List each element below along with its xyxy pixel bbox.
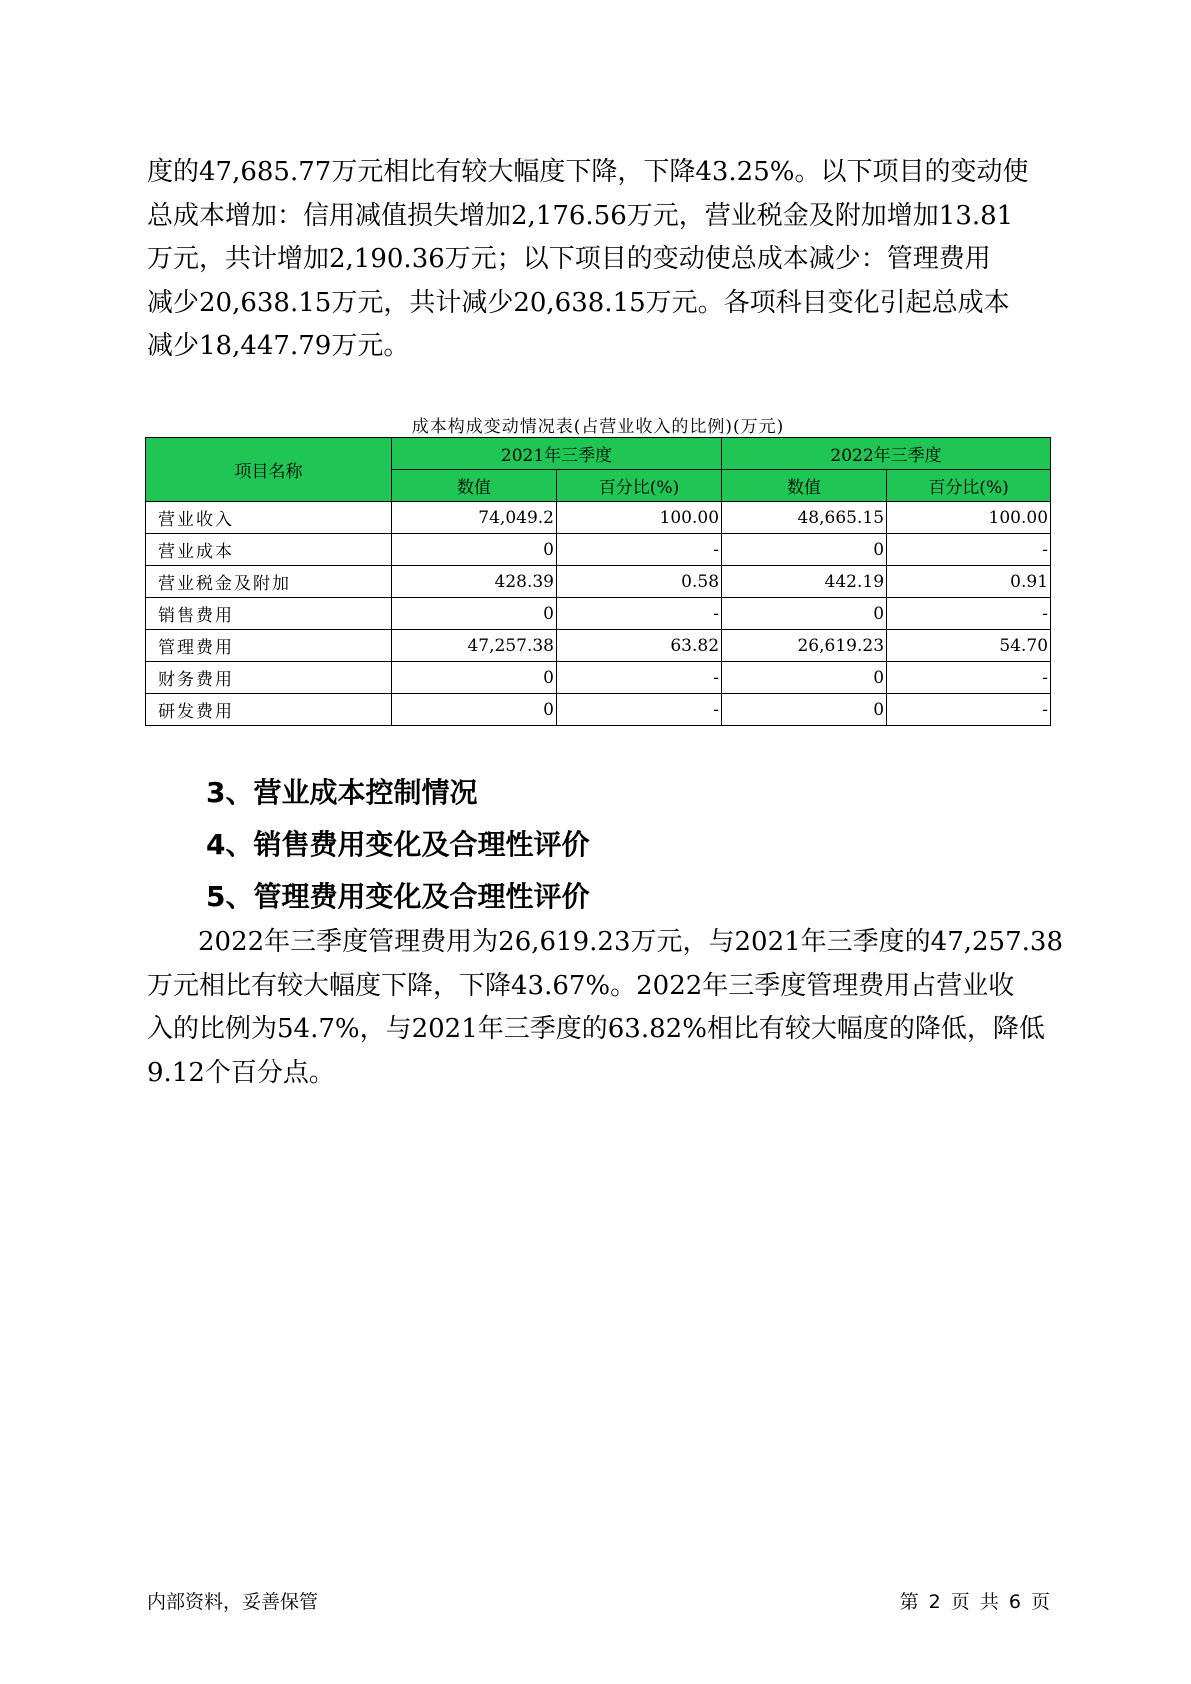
row-name: 销售费用 [146, 598, 392, 630]
table-row [146, 598, 1051, 630]
cell-value-2022: 442.19 [722, 566, 887, 598]
cell-percent-2022: 54.70 [887, 630, 1051, 662]
header-item-name: 项目名称 [146, 438, 392, 502]
header-period-2021: 2021年三季度 [392, 438, 722, 470]
paragraph-line: 度的47,685.77万元相比有较大幅度下降，下降43.25%。以下项目的变动使 [147, 157, 1029, 187]
paragraph-line: 9.12个百分点。 [147, 1057, 335, 1088]
row-name: 营业成本 [146, 534, 392, 566]
table-header-row [146, 438, 1051, 470]
cell-value-2022: 26,619.23 [722, 630, 887, 662]
cell-percent-2022: 100.00 [887, 502, 1051, 534]
table-row [146, 534, 1051, 566]
table-row [146, 502, 1051, 534]
body-paragraph-total-cost [147, 151, 1062, 369]
row-name: 营业收入 [146, 502, 392, 534]
table-caption: 成本构成变动情况表(占营业收入的比例)(万元) [411, 417, 785, 437]
cell-percent-2021: 63.82 [557, 630, 722, 662]
cell-percent-2021: - [557, 598, 722, 630]
cell-value-2021: 0 [392, 662, 557, 694]
section-heading-admin-expense: 5、管理费用变化及合理性评价 [206, 880, 590, 913]
cell-percent-2021: - [557, 694, 722, 726]
cell-percent-2022: - [887, 694, 1051, 726]
body-paragraph-admin-expense [147, 921, 1062, 1095]
paragraph-line: 万元，共计增加2,190.36万元；以下项目的变动使总成本减少：管理费用 [147, 244, 991, 274]
header-period-2022: 2022年三季度 [722, 438, 1051, 470]
cell-percent-2022: - [887, 598, 1051, 630]
row-name: 营业税金及附加 [146, 566, 392, 598]
header-percent-2021: 百分比(%) [557, 470, 722, 502]
cell-value-2022: 0 [722, 662, 887, 694]
cell-value-2021: 428.39 [392, 566, 557, 598]
section-heading-operating-cost: 3、营业成本控制情况 [206, 776, 478, 809]
header-value-2022: 数值 [722, 470, 887, 502]
cell-value-2021: 74,049.2 [392, 502, 557, 534]
cost-structure-table [145, 437, 1051, 726]
cell-percent-2022: 0.91 [887, 566, 1051, 598]
table-row [146, 630, 1051, 662]
table-row [146, 566, 1051, 598]
cell-value-2021: 0 [392, 598, 557, 630]
paragraph-line: 万元相比有较大幅度下降，下降43.67%。2022年三季度管理费用占营业收 [147, 970, 1015, 1001]
row-name: 管理费用 [146, 630, 392, 662]
cell-value-2021: 0 [392, 534, 557, 566]
paragraph-line: 2022年三季度管理费用为26,619.23万元，与2021年三季度的47,257.38 [198, 927, 1063, 957]
header-value-2021: 数值 [392, 470, 557, 502]
paragraph-line: 总成本增加：信用减值损失增加2,176.56万元，营业税金及附加增加13.81 [147, 200, 1014, 231]
cell-value-2022: 48,665.15 [722, 502, 887, 534]
footer-confidential-note: 内部资料，妥善保管 [147, 1591, 319, 1613]
row-name: 研发费用 [146, 694, 392, 726]
cell-value-2022: 0 [722, 694, 887, 726]
paragraph-line: 入的比例为54.7%，与2021年三季度的63.82%相比有较大幅度的降低，降低 [147, 1014, 1045, 1044]
cell-value-2021: 47,257.38 [392, 630, 557, 662]
cell-value-2022: 0 [722, 534, 887, 566]
section-heading-sales-expense: 4、销售费用变化及合理性评价 [206, 828, 590, 861]
cell-percent-2021: 100.00 [557, 502, 722, 534]
paragraph-line: 减少18,447.79万元。 [147, 331, 410, 361]
cell-percent-2022: - [887, 534, 1051, 566]
table-row [146, 662, 1051, 694]
paragraph-line: 减少20,638.15万元，共计减少20,638.15万元。各项科目变化引起总成本 [147, 287, 1010, 318]
row-name: 财务费用 [146, 662, 392, 694]
cell-percent-2021: - [557, 534, 722, 566]
cell-percent-2021: - [557, 662, 722, 694]
footer-page-number: 第 2 页 共 6 页 [899, 1591, 1050, 1613]
cell-value-2021: 0 [392, 694, 557, 726]
table-row [146, 694, 1051, 726]
cell-percent-2022: - [887, 662, 1051, 694]
header-percent-2022: 百分比(%) [887, 470, 1051, 502]
cell-percent-2021: 0.58 [557, 566, 722, 598]
cell-value-2022: 0 [722, 598, 887, 630]
